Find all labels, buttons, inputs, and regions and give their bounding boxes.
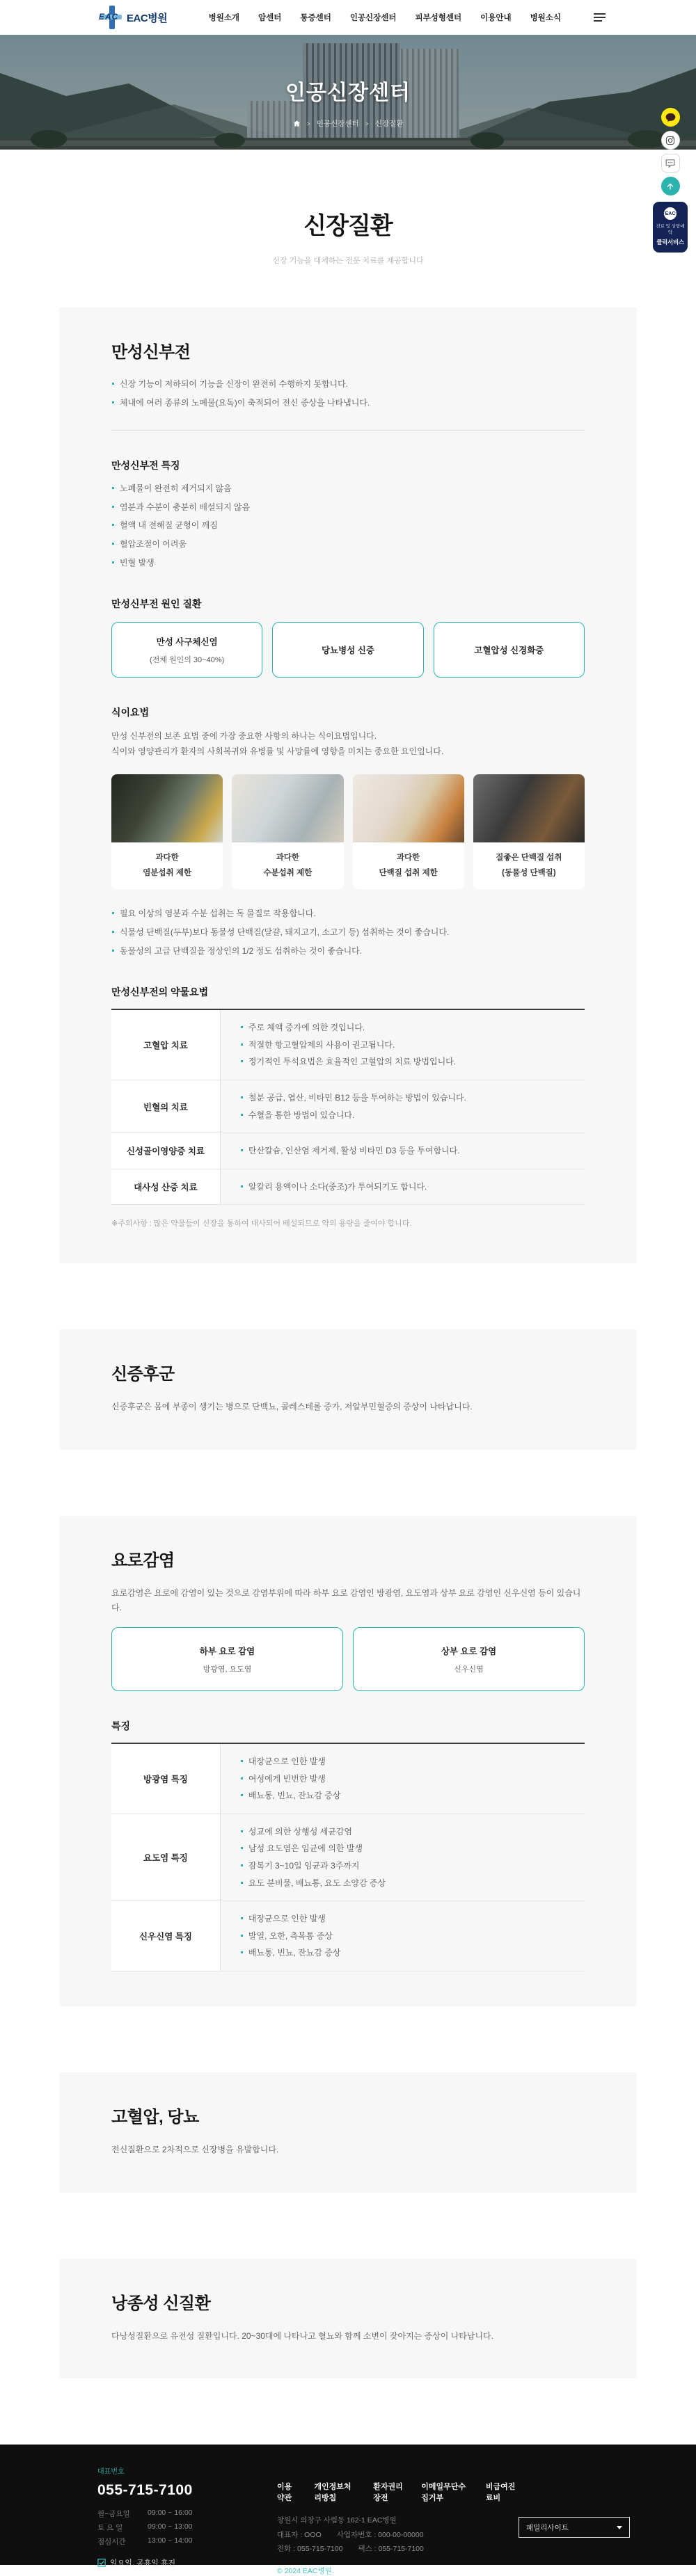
cause-box: 고혈압성 신경화증 [434, 622, 585, 678]
nav-item-cancer-center[interactable]: 암센터 [258, 14, 282, 22]
business-number: 사업자번호 : 000-00-00000 [336, 2530, 424, 2539]
logo-text: EAC병원 [127, 12, 168, 24]
footer [0, 2445, 696, 2575]
footer-link-terms[interactable]: 이용약관 [277, 2483, 292, 2503]
breadcrumb-item-current: 신장질환 [374, 120, 404, 128]
diet-card-salt: 과다한 염분섭취 제한 [111, 774, 223, 889]
nav-item-pain-center[interactable]: 통증센터 [300, 14, 331, 22]
cause-box: 당뇨병성 신증 [272, 622, 423, 678]
list-item: 동물성의 고급 단백질을 정상인의 1/2 정도 섭취하는 것이 좋습니다. [111, 945, 585, 958]
nav-item-skin-plastic-center[interactable]: 피부성형센터 [415, 14, 462, 22]
tel: 전화 : 055-715-7100 [277, 2545, 343, 2554]
uti-box-lower: 하부 요로 감염 방광염, 요도염 [111, 1627, 343, 1691]
family-site-select[interactable]: 패밀리사이트 [519, 2517, 630, 2538]
uti-features-title: 특징 [111, 1720, 131, 1732]
nav-item-artificial-kidney-center[interactable]: 인공신장센터 [349, 14, 397, 22]
diet-intro-line: 만성 신부전의 보존 요법 중에 가장 중요한 사항의 하나는 식이요법입니다. [111, 731, 377, 742]
chevron-down-icon [617, 2526, 622, 2529]
blog-icon[interactable] [661, 154, 680, 173]
table-row: 대사성 산증 치료 알칼리 용액이나 소다(중조)가 투여되기도 합니다. [111, 1169, 585, 1205]
cause-box: 만성 사구체신염 (전체 원인의 30~40%) [111, 622, 262, 678]
main-nav [209, 12, 606, 23]
section-cystic-kidney-disease [59, 2259, 637, 2379]
list-item: 염분과 수분이 충분히 배설되지 않음 [111, 501, 585, 514]
header [0, 0, 696, 35]
section-hypertension-diabetes [59, 2072, 637, 2193]
list-item: 빈혈 발생 [111, 557, 585, 570]
divider [111, 430, 585, 431]
uti-box-upper: 상부 요로 감염 신우신염 [353, 1627, 585, 1691]
table-row: 고혈압 치료 주로 체액 증가에 의한 것입니다. 적절한 항고혈압제의 사용이 권고됩니다. 정기적인 투석요법은 효율적인 고혈압의 치료 방법입니다. [111, 1009, 585, 1080]
table-row: 요도염 특징 성교에 의한 상행성 세균감염 남성 요도염은 임균에 의한 발생 잠복기 3~10일 임균과 3주까지 요도 분비물, 배뇨통, 요도 소양감 증상 [111, 1814, 585, 1901]
eac-badge-icon: EAC [664, 207, 677, 220]
phone-label: 대표번호 [97, 2468, 125, 2477]
table-row: 빈혈의 치료 철분 공급, 엽산, 비타민 B12 등을 투여하는 방법이 있습니다. 수혈을 통한 방법이 있습니다. [111, 1080, 585, 1133]
list-item: 노폐물이 완전히 제거되지 않음 [111, 482, 585, 495]
section-desc: 전신질환으로 2차적으로 신장병을 유발합니다. [111, 2145, 279, 2154]
breadcrumb [293, 118, 404, 129]
logo[interactable] [101, 6, 167, 29]
diet-card-water: 과다한 수분섭취 제한 [232, 774, 343, 889]
hero-title: 인공신장센터 [285, 81, 411, 104]
page-title: 신장질환 [303, 213, 393, 239]
drug-therapy-table [111, 1009, 585, 1205]
table-row: 신우신염 특징 대장균으로 인한 발생 발열, 오한, 측복통 증상 배뇨통, 빈뇨, 잔뇨감 증상 [111, 1901, 585, 1971]
phone-number[interactable]: 055-715-7100 [97, 2482, 193, 2499]
ckd-intro-list [111, 378, 585, 409]
footer-link-patient-rights[interactable]: 환자권리장전 [373, 2483, 403, 2503]
closed-notice: 일요일, 공휴일 휴진 [97, 2557, 244, 2568]
breadcrumb-separator: > [306, 120, 310, 127]
ckd-diet-title: 식이요법 [111, 707, 150, 719]
ckd-features-title: 만성신부전 특징 [111, 460, 180, 472]
table-row: 신성골이영양증 치료 탄산칼슘, 인산염 제거제, 활성 비타민 D3 등을 투여합니다. [111, 1133, 585, 1169]
footer-links [277, 2481, 519, 2503]
list-item: 혈액 내 전해질 균형이 깨짐 [111, 519, 585, 532]
footer-link-uncovered-fees[interactable]: 비급여진료비 [485, 2483, 516, 2503]
section-title: 만성신부전 [111, 343, 191, 362]
copyright: © 2024 EAC병원. [277, 2566, 334, 2575]
check-icon [97, 2559, 106, 2567]
instagram-icon[interactable] [661, 131, 680, 150]
diet-image-water [232, 774, 343, 842]
diet-card-quality-protein: 질좋은 단백질 섭취 (동물성 단백질) [473, 774, 585, 889]
hero-banner [0, 35, 696, 150]
diet-cards [111, 774, 585, 889]
consult-banner[interactable]: EAC 진료 및 상담예약 클릭서비스 [653, 202, 688, 253]
diet-image-salt [111, 774, 223, 842]
list-item: 체내에 여러 종류의 노폐물(요독)이 축적되어 전신 증상을 나타냅니다. [111, 397, 585, 410]
footer-info [277, 2513, 519, 2556]
ckd-drug-title: 만성신부전의 약물요법 [111, 986, 209, 998]
breadcrumb-separator: > [365, 120, 369, 127]
ckd-cause-boxes [111, 622, 585, 678]
section-title: 고혈압, 당뇨 [111, 2108, 199, 2127]
kakao-icon[interactable] [661, 108, 680, 127]
diet-notes-list [111, 907, 585, 957]
page-subtitle: 신장 기능을 대체하는 전문 치료를 제공합니다 [272, 257, 424, 265]
nav-item-news[interactable]: 병원소식 [530, 14, 561, 22]
address: 창원시 의창구 사림동 162-1 EAC병원 [277, 2516, 397, 2525]
uti-features-table [111, 1743, 585, 1971]
section-desc: 요로감염은 요로에 감염이 있는 것으로 감염부위에 따라 하부 요로 감염인 방광염, 요도염과 상부 요로 감염인 신우신염 등이 있습니다. [111, 1587, 581, 1613]
section-desc: 신증후군은 몸에 부종이 생기는 병으로 단백뇨, 콜레스테롤 증가, 저알부민혈증의 증상이 나타납니다. [111, 1402, 473, 1412]
opening-hours: 월~금요일 09:00 ~ 16:00 토 요 일 09:00 ~ 13:00 점심시간 13:00 ~ 14:00 [97, 2509, 193, 2547]
breadcrumb-item-center[interactable]: 인공신장센터 [316, 120, 359, 128]
diet-image-quality-protein [473, 774, 585, 842]
diet-intro-line: 식이와 영양관리가 환자의 사회복귀와 유병률 및 사망률에 영향을 미치는 중요한 요인입니다. [111, 746, 444, 756]
ceo: 대표자 : OOO [277, 2530, 322, 2539]
section-title: 요로감염 [111, 1551, 175, 1570]
menu-icon[interactable] [594, 13, 606, 22]
scroll-top-button[interactable] [661, 177, 680, 195]
section-desc: 다낭성질환으로 유전성 질환입니다. 20~30대에 나타나고 혈뇨와 함께 소변이 잦아지는 증상이 나타납니다. [111, 2330, 493, 2341]
footer-link-no-email-collect[interactable]: 이메일무단수집거부 [421, 2483, 466, 2503]
quick-menu [653, 108, 688, 253]
section-title: 신증후군 [111, 1365, 175, 1384]
logo-cross-icon: EAC [101, 6, 122, 29]
section-urinary-tract-infection [59, 1516, 637, 2006]
uti-boxes [111, 1627, 585, 1691]
list-item: 신장 기능이 저하되어 기능을 신장이 완전히 수행하지 못합니다. [111, 378, 585, 391]
home-icon[interactable] [293, 120, 301, 127]
diet-image-protein [353, 774, 464, 842]
page-head [0, 150, 696, 307]
table-row: 방광염 특징 대장균으로 인한 발생 여성에게 빈번한 발생 배뇨통, 빈뇨, 잔뇨감 증상 [111, 1743, 585, 1814]
list-item: 혈압조절이 어려움 [111, 538, 585, 551]
fax: 팩스 : 055-715-7100 [358, 2545, 424, 2554]
list-item: 식물성 단백질(두부)보다 동물성 단백질(달걀, 돼지고기, 소고기 등) 섭취하는 것이 좋습니다. [111, 926, 585, 939]
ckd-causes-title: 만성신부전 원인 질환 [111, 598, 202, 610]
footer-link-privacy[interactable]: 개인정보처리방침 [314, 2483, 351, 2503]
section-chronic-renal-failure [59, 307, 637, 1263]
nav-item-hospital-intro[interactable]: 병원소개 [208, 14, 240, 22]
nav-item-guide[interactable]: 이용안내 [480, 14, 512, 22]
ckd-features-list [111, 482, 585, 569]
diet-card-protein: 과다한 단백질 섭취 제한 [353, 774, 464, 889]
caution-note: ※주의사항 : 많은 약물들이 신장을 통하여 대사되어 배설되므로 약의 용량을 줄여야 합니다. [111, 1219, 412, 1229]
section-title: 낭종성 신질환 [111, 2294, 211, 2313]
list-item: 필요 이상의 염분과 수분 섭취는 독 물질로 작용합니다. [111, 907, 585, 920]
section-nephrotic-syndrome [59, 1329, 637, 1450]
